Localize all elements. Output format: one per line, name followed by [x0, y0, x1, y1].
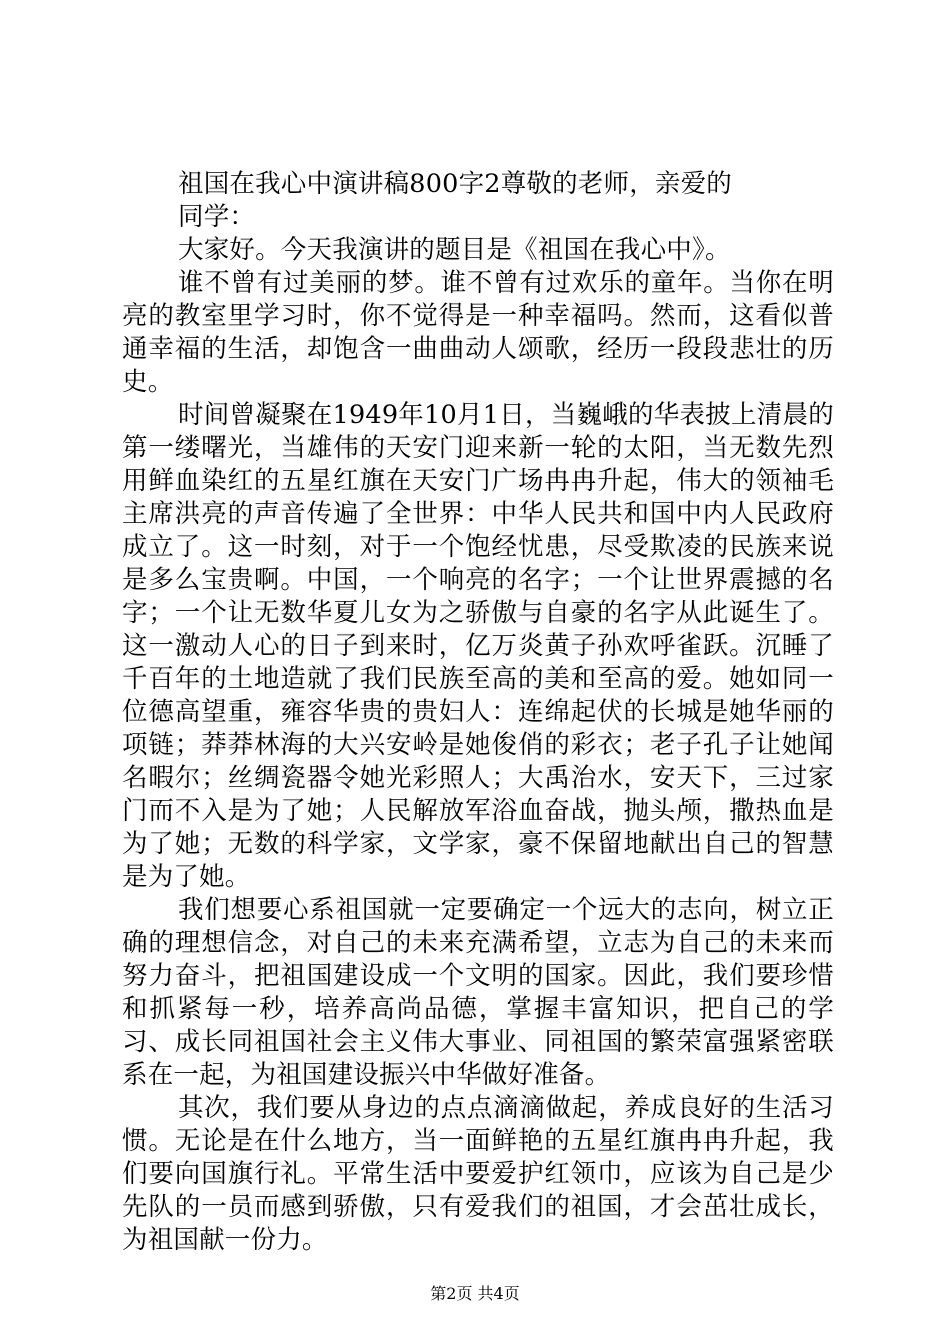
- greeting: 大家好。今天我演讲的题目是《祖国在我心中》。: [178, 235, 731, 265]
- paragraph-1: 谁不曾有过美丽的梦。谁不曾有过欢乐的童年。当你在明亮的教室里学习时，你不觉得是一种幸福吗。然而，这看似普通幸福的生活，却饱含一曲曲动人颂歌，经历一段段悲壮的历史。: [122, 268, 834, 397]
- document-title-line-2: 同学：: [178, 202, 256, 232]
- document-body: [122, 168, 834, 1257]
- paragraph-4: 其次，我们要从身边的点点滴滴做起，养成良好的生活习惯。无论是在什么地方，当一面鲜艳的五星红旗冉冉升起，我们要向国旗行礼。平常生活中要爱护红领巾，应该为自己是少先队的一员而感到骄傲，只有爱我们的祖国，才会茁壮成长，为祖国献一份力。: [122, 1093, 834, 1255]
- document-title-line-1: 祖国在我心中演讲稿800字2尊敬的老师，亲爱的: [178, 169, 732, 199]
- page-footer: 第2页 共4页: [430, 1284, 520, 1303]
- paragraph-3: 我们想要心系祖国就一定要确定一个远大的志向，树立正确的理想信念，对自己的未来充满希望，立志为自己的未来而努力奋斗，把祖国建设成一个文明的国家。因此，我们要珍惜和抓紧每一秒，培养高尚品德，掌握丰富知识，把自己的学习、成长同祖国社会主义伟大事业、同祖国的繁荣富强紧密联系在一起，为祖国建设振兴中华做好准备。: [122, 895, 834, 1090]
- paragraph-2: 时间曾凝聚在1949年10月1日，当巍峨的华表披上清晨的第一缕曙光，当雄伟的天安门迎来新一轮的太阳，当无数先烈用鲜血染红的五星红旗在天安门广场冉冉升起，伟大的领袖毛主席洪亮的声音传遍了全世界：中华人民共和国中内人民政府成立了。这一时刻，对于一个饱经忧患，尽受欺凌的民族来说是多么宝贵啊。中国，一个响亮的名字；一个让世界震撼的名字；一个让无数华夏儿女为之骄傲与自豪的名字从此诞生了。这一激动人心的日子到来时，亿万炎黄子孙欢呼雀跃。沉睡了千百年的土地造就了我们民族至高的美和至高的爱。她如同一位德高望重，雍容华贵的贵妇人：连绵起伏的长城是她华丽的项链；莽莽林海的大兴安岭是她俊俏的彩衣；老子孔子让她闻名暇尔；丝绸瓷器令她光彩照人；大禹治水，安天下，三过家门而不入是为了她；人民解放军浴血奋战，抛头颅，撒热血是为了她；无数的科学家，文学家，豪不保留地献出自己的智慧是为了她。: [122, 400, 834, 892]
